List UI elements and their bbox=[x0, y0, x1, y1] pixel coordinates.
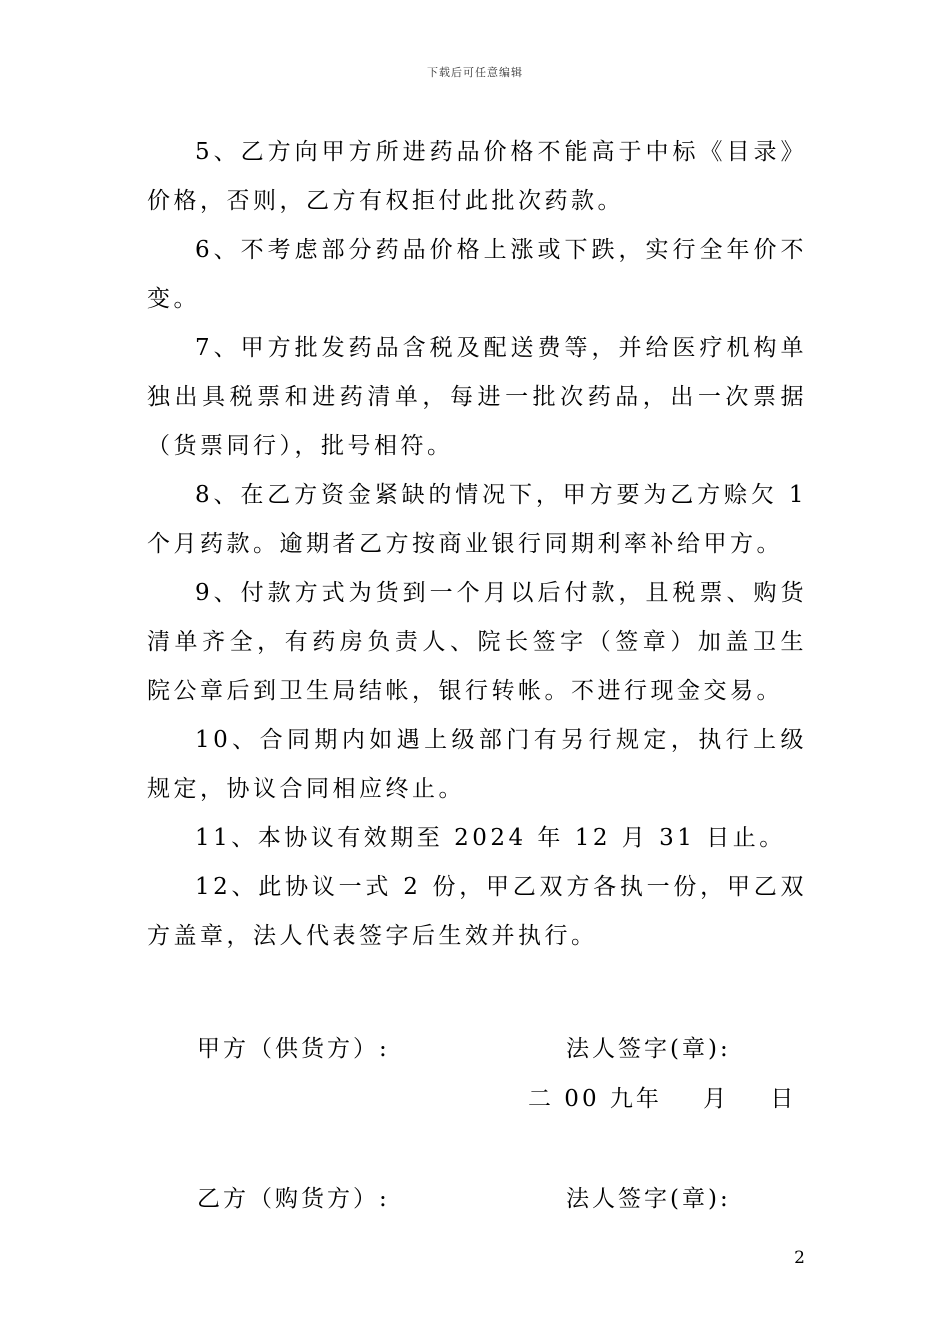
signing-date: 二 00 九年 月 日 bbox=[528, 1086, 797, 1112]
clause-8: 8、在乙方资金紧缺的情况下，甲方要为乙方赊欠 1 个月药款。逾期者乙方按商业银行同期利率补给甲方。 bbox=[147, 482, 807, 557]
header-note: 下载后可任意编辑 bbox=[427, 66, 523, 79]
clause-11: 11、本协议有效期至 2024 年 12 月 31 日止。 bbox=[195, 825, 786, 851]
party-b-legal-signature: 法人签字(章): bbox=[566, 1186, 731, 1212]
page-number: 2 bbox=[794, 1248, 805, 1268]
clause-10: 10、合同期内如遇上级部门有另行规定，执行上级规定，协议合同相应终止。 bbox=[147, 727, 807, 802]
clause-7: 7、甲方批发药品含税及配送费等，并给医疗机构单独出具税票和进药清单，每进一批次药品，出一次票据（货票同行），批号相符。 bbox=[147, 335, 807, 459]
clause-5: 5、乙方向甲方所进药品价格不能高于中标《目录》价格，否则，乙方有权拒付此批次药款。 bbox=[147, 139, 807, 214]
party-a-legal-signature: 法人签字(章): bbox=[566, 1036, 731, 1062]
clause-9: 9、付款方式为货到一个月以后付款，且税票、购货清单齐全，有药房负责人、院长签字（签章）加盖卫生院公章后到卫生局结帐，银行转帐。不进行现金交易。 bbox=[147, 580, 807, 704]
contract-clauses bbox=[147, 128, 807, 961]
clause-12: 12、此协议一式 2 份，甲乙双方各执一份，甲乙双方盖章，法人代表签字后生效并执行。 bbox=[147, 874, 807, 949]
clause-6: 6、不考虑部分药品价格上涨或下跌，实行全年价不变。 bbox=[147, 237, 807, 312]
party-b-label: 乙方（购货方）: bbox=[197, 1186, 390, 1212]
party-a-label: 甲方（供货方）: bbox=[197, 1036, 390, 1062]
